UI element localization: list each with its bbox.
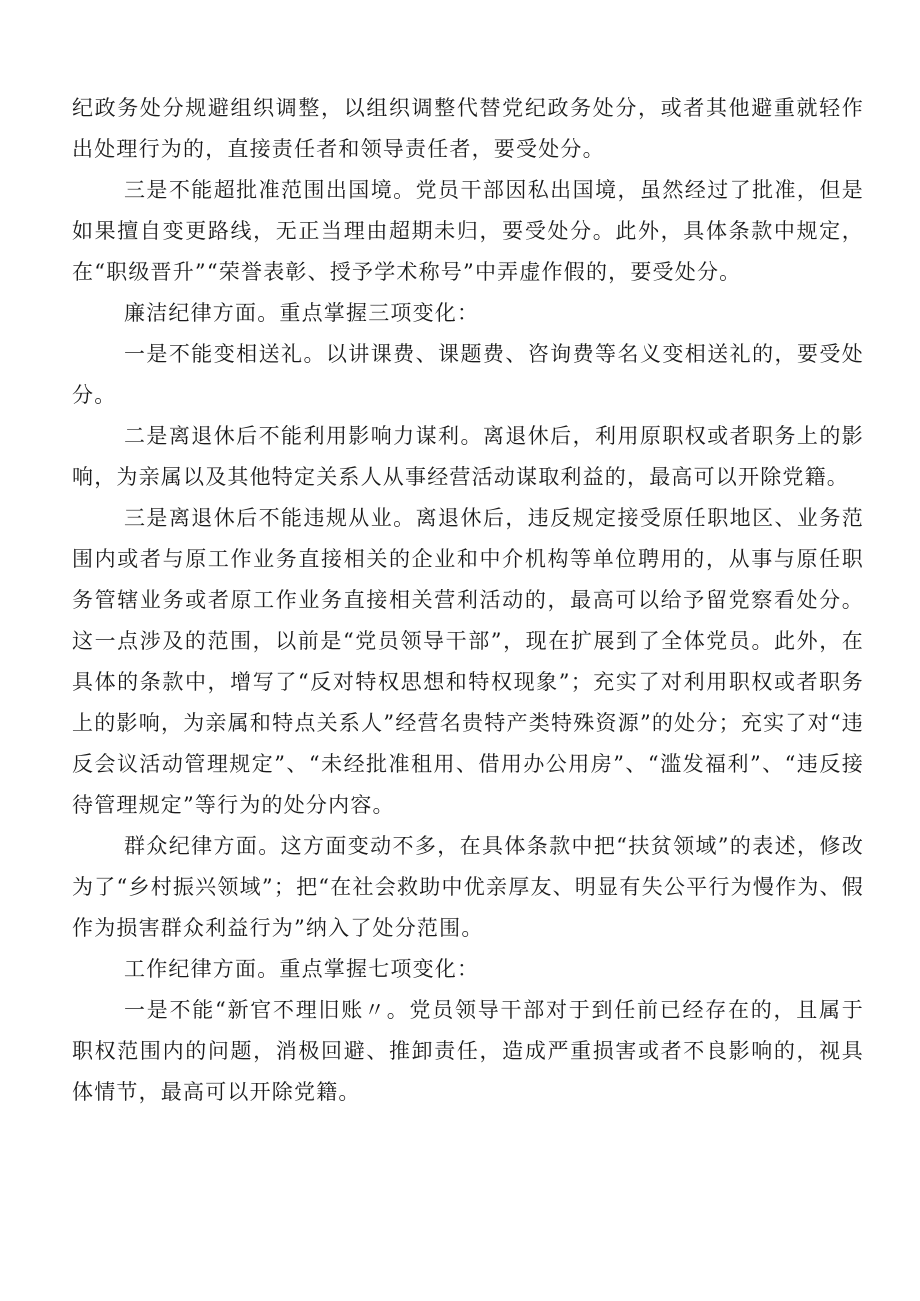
- paragraph-retirement-employment: 三是离退休后不能违规从业。离退休后，违反规定接受原任职地区、业务范围内或者与原工作业务直接相关的企业和中介机构等单位聘用的，从事与原任职务管辖业务或者原工作业务直接相关营利活动的，最高可以给予留党察看处分。这一点涉及的范围，以前是“党员领导干部”，现在扩展到了全体党员。此外，在具体的条款中，增写了“反对特权思想和特权现象”；充实了对利用职权或者职务上的影响，为亲属和特点关系人”经营名贵特产类特殊资源”的处分；充实了对“违反会议活动管理规定”、“未经批准租用、借用办公用房”、“滥发福利”、“违反接待管理规定”等行为的处分内容。: [72, 506, 864, 817]
- section-heading-integrity-discipline: 廉洁纪律方面。重点掌握三项变化：: [124, 301, 480, 325]
- paragraph-gift-giving: 一是不能变相送礼。以讲课费、课题费、咨询费等名义变相送礼的，要受处分。: [72, 342, 864, 407]
- paragraph-mass-discipline: 群众纪律方面。这方面变动不多，在具体条款中把“扶贫领域”的表述，修改为了“乡村振兴领域”；把“在社会救助中优亲厚友、明显有失公平行为慢作为、假作为损害群众利益行为”纳入了处分范围。: [72, 834, 864, 940]
- paragraph-overseas-travel: 三是不能超批准范围出国境。党员干部因私出国境，虽然经过了批准，但是如果擅自变更路线，无正当理由超期未归，要受处分。此外，具体条款中规定，在“职级晋升”“荣誉表彰、授予学术称号”中弄虚作假的，要受处分。: [72, 178, 864, 284]
- paragraph-old-accounts: 一是不能“新官不理旧账〃。党员领导干部对于到任前已经存在的，且属于职权范围内的问题，消极回避、推卸责任，造成严重损害或者不良影响的，视具体情节，最高可以开除党籍。: [72, 998, 864, 1104]
- paragraph-continuation: 纪政务处分规避组织调整，以组织调整代替党纪政务处分，或者其他避重就轻作出处理行为的，直接责任者和领导责任者，要受处分。: [72, 96, 864, 161]
- paragraph-retirement-influence: 二是离退休后不能利用影响力谋利。离退休后，利用原职权或者职务上的影响，为亲属以及其他特定关系人从事经营活动谋取利益的，最高可以开除党籍。: [72, 424, 864, 489]
- document-body: [72, 88, 864, 1113]
- section-heading-work-discipline: 工作纪律方面。重点掌握七项变化：: [124, 957, 480, 981]
